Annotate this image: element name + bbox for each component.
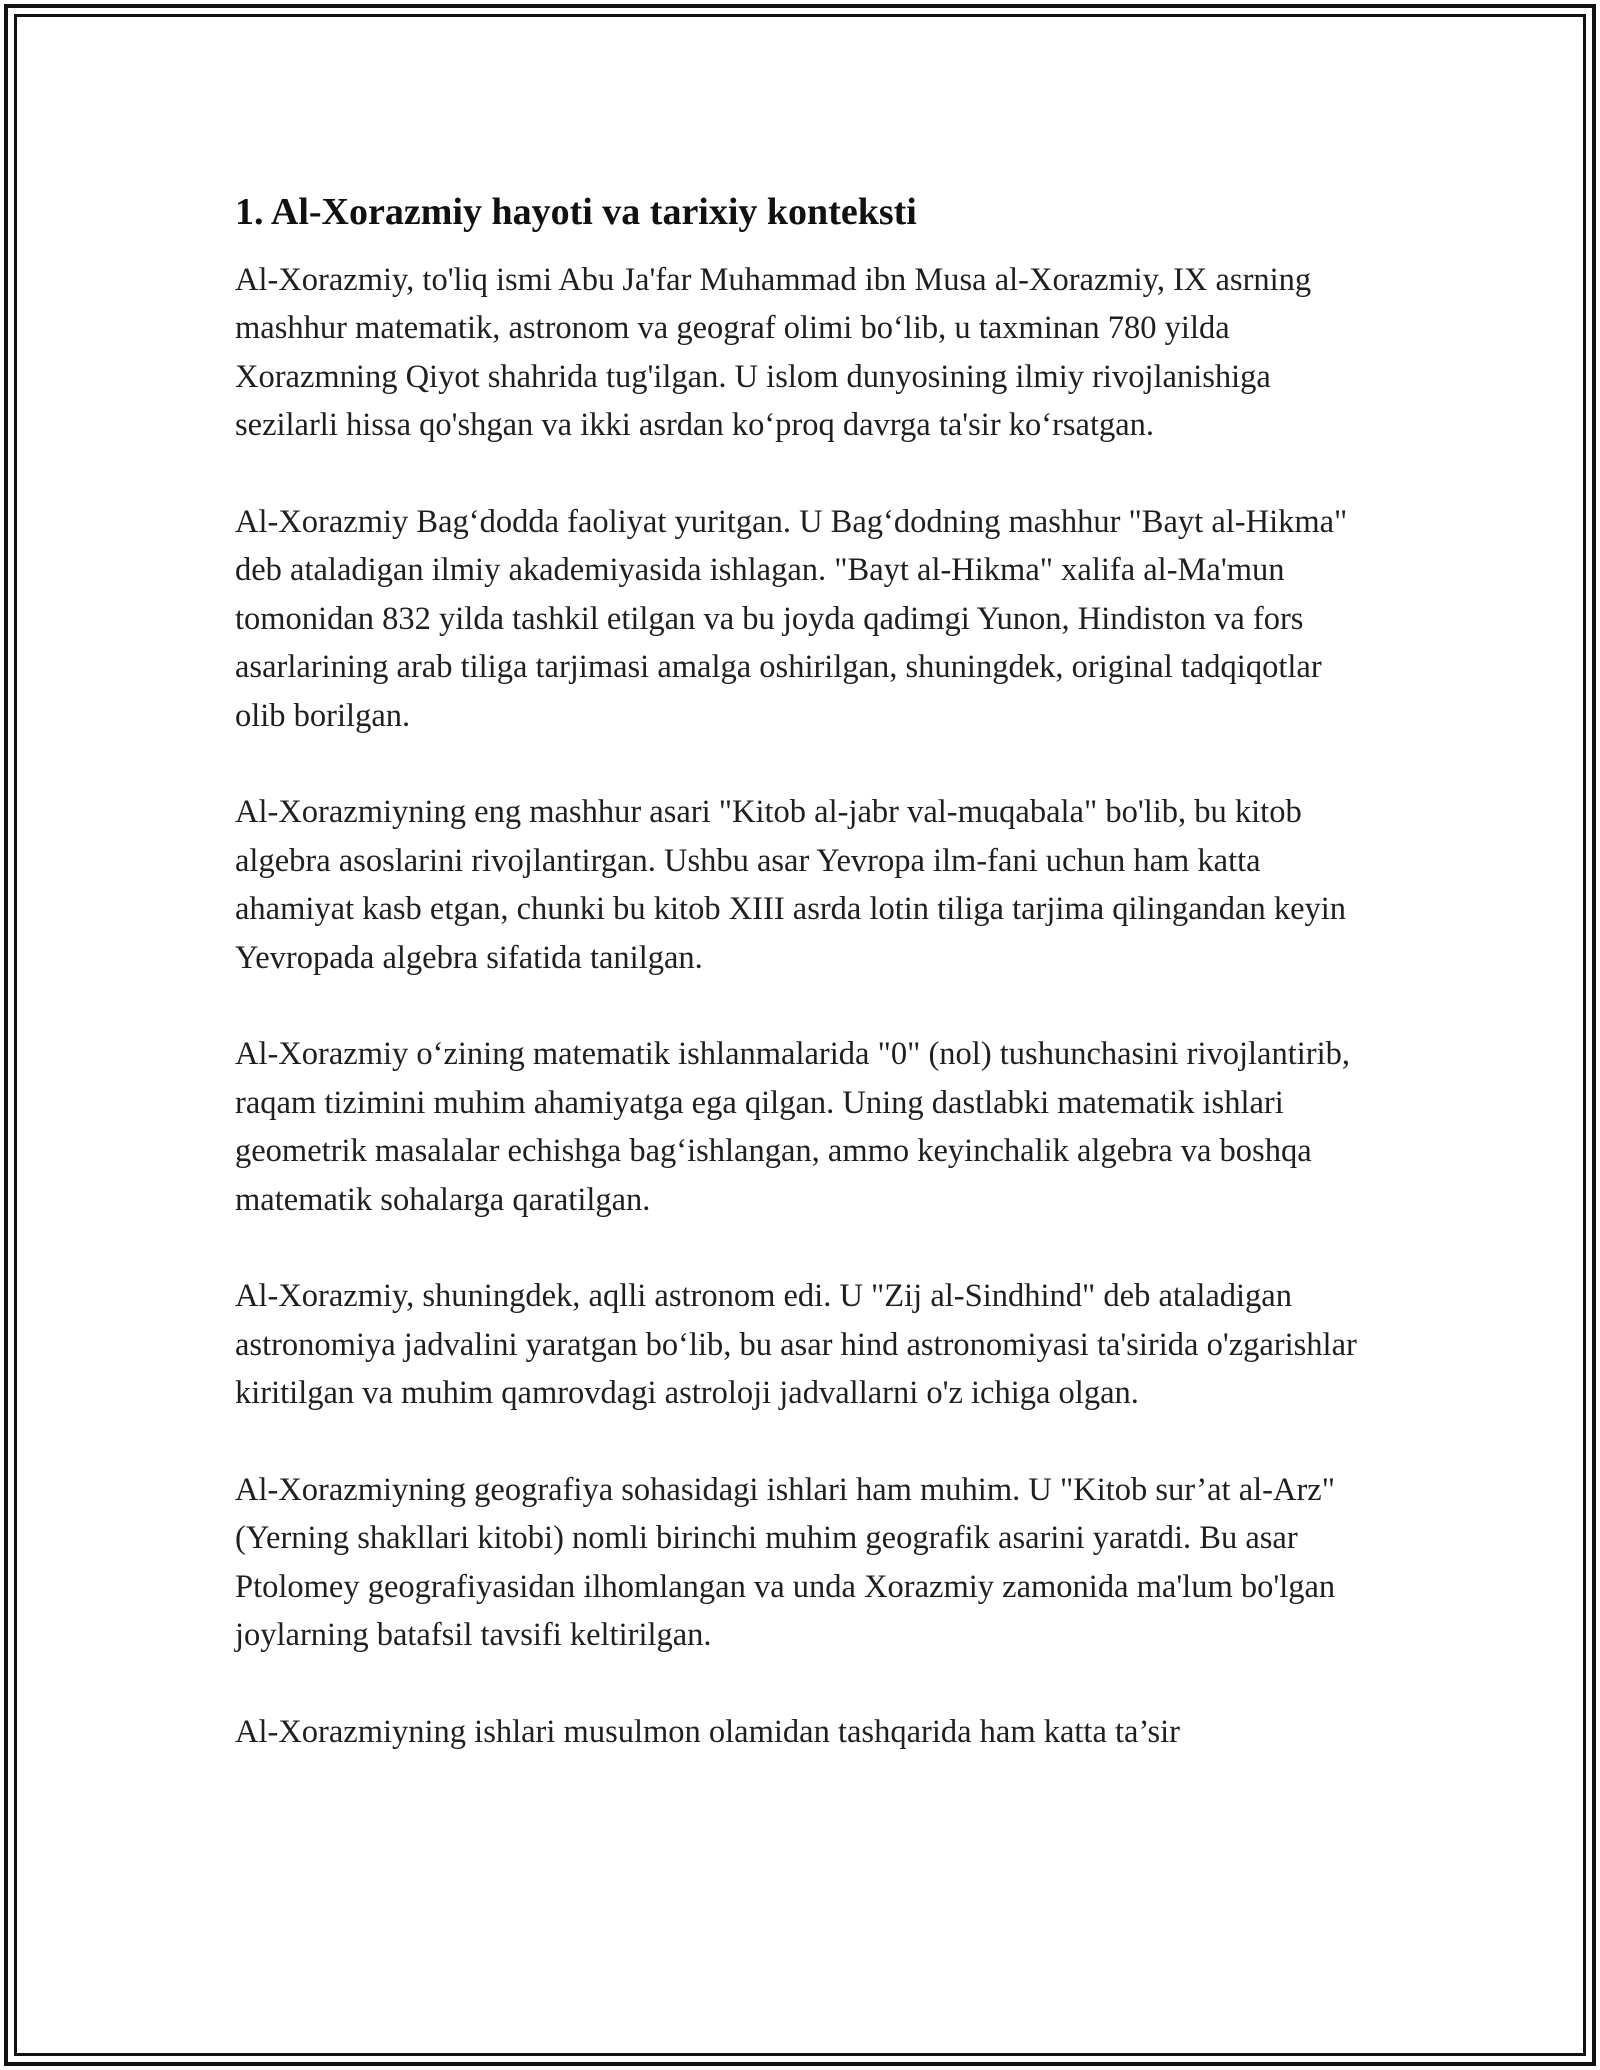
section-heading: 1. Al-Xorazmiy hayoti va tarixiy konteksti: [235, 191, 917, 233]
paragraph-biography: Al-Xorazmiy, to'liq ismi Abu Ja'far Muhammad ibn Musa al-Xorazmiy, IX asrning mashhur matematik, astronom va geograf olimi bo‘lib, u taxminan 780 yilda Xorazmning Qiyot shahrida tug'ilgan. U islom dunyosining ilmiy rivojlanishiga sezilarli hissa qo'shgan va ikki asrdan ko‘proq davrga ta'sir ko‘rsatgan.: [235, 262, 1312, 444]
document-body: [235, 188, 1375, 1805]
paragraph-astronomy: Al-Xorazmiy, shuningdek, aqlli astronom edi. U "Zij al-Sindhind" deb ataladigan astronomiya jadvalini yaratgan bo‘lib, bu asar hind astronomiyasi ta'sirida o'zgarishlar kiritilgan va muhim qamrovdagi astroloji jadvallarni o'z ichiga olgan.: [235, 1278, 1357, 1412]
paragraph-zero: Al-Xorazmiy o‘zining matematik ishlanmalarida "0" (nol) tushunchasini rivojlantirib, raqam tizimini muhim ahamiyatga ega qilgan. Uning dastlabki matematik ishlari geometrik masalalar echishga bag‘ishlangan, ammo keyinchalik algebra va boshqa matematik sohalarga qaratilgan.: [235, 1036, 1351, 1218]
paragraph-baghdad: Al-Xorazmiy Bag‘dodda faoliyat yuritgan. U Bag‘dodning mashhur "Bayt al-Hikma" deb ataladigan ilmiy akademiyasida ishlagan. "Bayt al-Hikma" xalifa al-Ma'mun tomonidan 832 yilda tashkil etilgan va bu joyda qadimgi Yunon, Hindiston va fors asarlarining arab tiliga tarjimasi amalga oshirilgan, shuningdek, original tadqiqotlar olib borilgan.: [235, 504, 1348, 734]
paragraph-geography: Al-Xorazmiyning geografiya sohasidagi ishlari ham muhim. U "Kitob sur’at al-Arz" (Yerning shakllari kitobi) nomli birinchi muhim geografik asarini yaratdi. Bu asar Ptolomey geografiyasidan ilhomlangan va unda Xorazmiy zamonida ma'lum bo'lgan joylarning batafsil tavsifi keltirilgan.: [235, 1472, 1336, 1654]
paragraph-algebra: Al-Xorazmiyning eng mashhur asari "Kitob al-jabr val-muqabala" bo'lib, bu kitob algebra asoslarini rivojlantirgan. Ushbu asar Yevropa ilm-fani uchun ham katta ahamiyat kasb etgan, chunki bu kitob XIII asrda lotin tiliga tarjima qilingandan keyin Yevropada algebra sifatida tanilgan.: [235, 794, 1347, 976]
paragraph-influence: Al-Xorazmiyning ishlari musulmon olamidan tashqarida ham katta ta’sir: [235, 1714, 1180, 1751]
